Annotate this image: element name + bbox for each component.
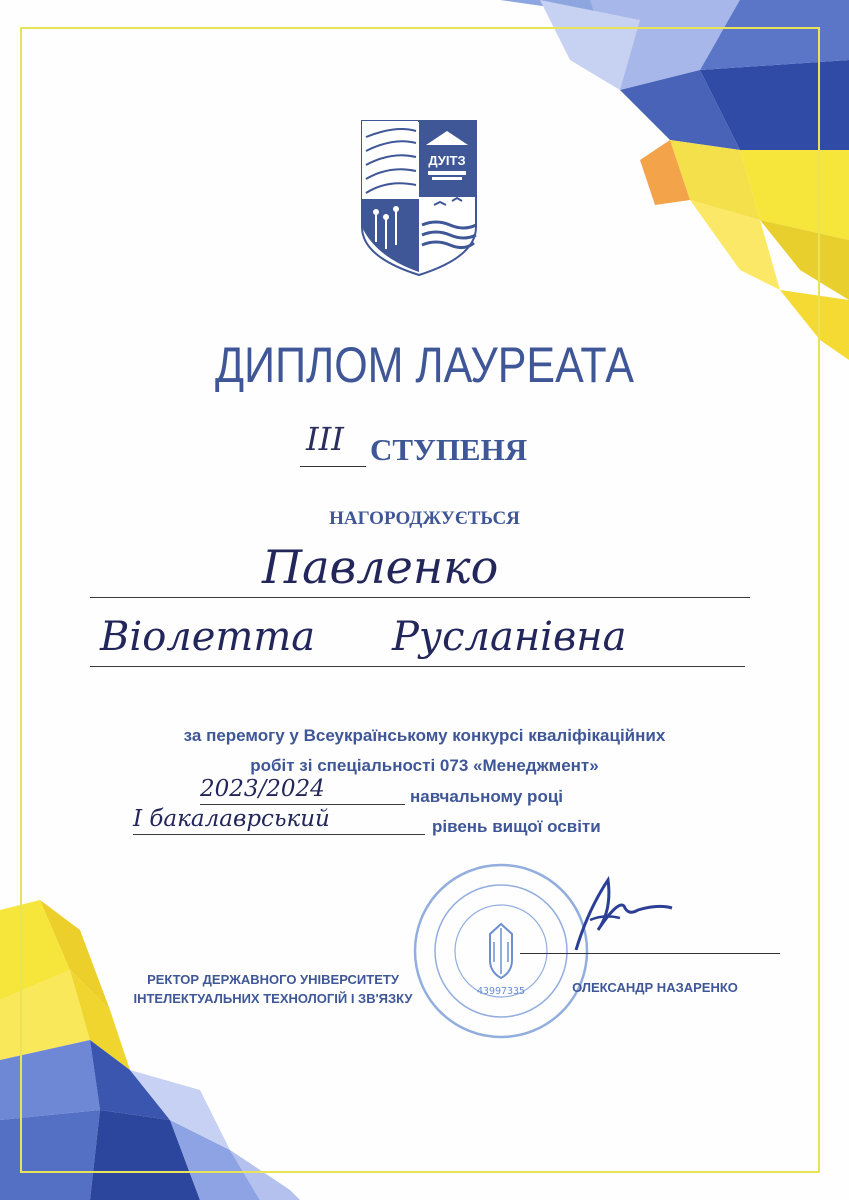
education-level-label: рівень вищої освіти xyxy=(432,817,601,836)
official-seal xyxy=(412,862,590,1040)
rector-signature xyxy=(568,870,678,960)
degree-value: III xyxy=(306,420,344,458)
academic-year-value: 2023/2024 xyxy=(200,776,325,802)
logo-label: ДУІТЗ xyxy=(428,153,466,168)
academic-year-label: навчальному році xyxy=(410,787,563,806)
awarded-label: НАГОРОДЖУЄТЬСЯ xyxy=(329,508,520,529)
seal-code: 43997335 xyxy=(476,986,526,997)
degree-label: СТУПЕНЯ xyxy=(370,432,528,467)
rector-title xyxy=(104,970,442,1008)
university-logo xyxy=(356,117,482,277)
degree-underline xyxy=(300,466,366,467)
recipient-first-name: Віолетта xyxy=(100,614,316,660)
name-underline xyxy=(90,666,745,667)
education-level-underline xyxy=(133,834,425,835)
rector-name: ОЛЕКСАНДР НАЗАРЕНКО xyxy=(572,980,738,995)
rector-title-line-1: РЕКТОР ДЕРЖАВНОГО УНІВЕРСИТЕТУ xyxy=(147,972,399,987)
recipient-surname: Павленко xyxy=(262,540,499,594)
diploma-title: ДИПЛОМ ЛАУРЕАТА xyxy=(215,337,634,393)
surname-underline xyxy=(90,597,750,598)
education-level-value: I бакалаврський xyxy=(133,806,330,832)
academic-year-underline xyxy=(200,804,405,805)
recipient-patronymic: Русланівна xyxy=(392,614,627,660)
reason-line-1: за перемогу у Всеукраїнському конкурсі кваліфікаційних xyxy=(183,726,666,745)
rector-title-line-2: ІНТЕЛЕКТУАЛЬНИХ ТЕХНОЛОГІЙ І ЗВ'ЯЗКУ xyxy=(133,991,413,1006)
reason-line-2: робіт зі спеціальності 073 «Менеджмент» xyxy=(250,756,599,775)
